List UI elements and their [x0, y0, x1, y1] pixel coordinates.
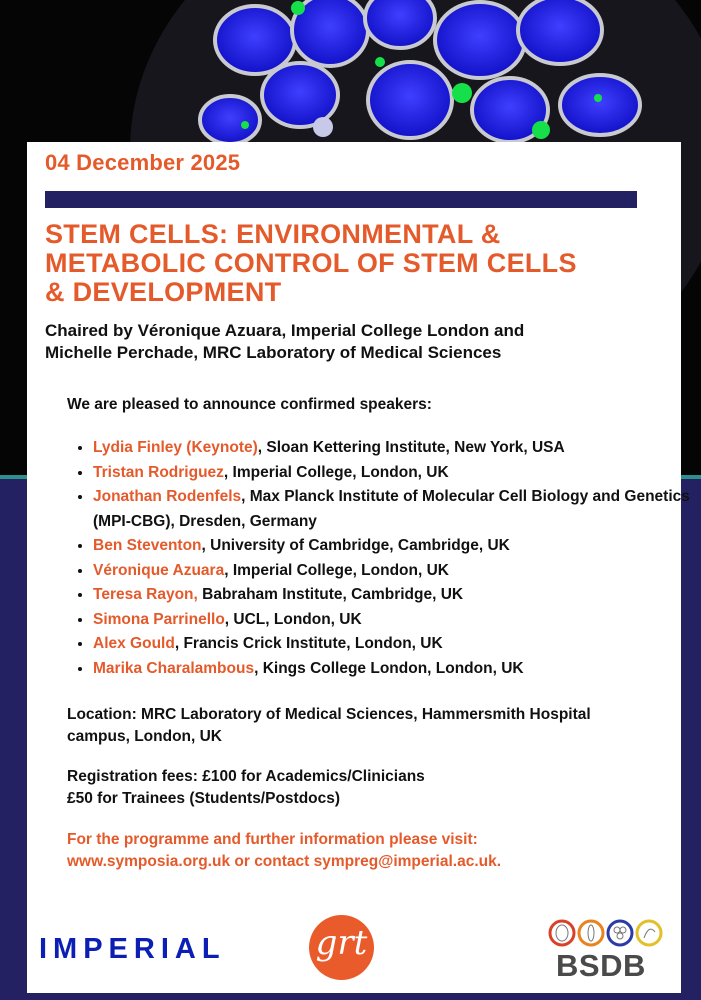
- date-underline-bar: [45, 191, 637, 208]
- speaker-item: [93, 485, 693, 534]
- speaker-affiliation: , Imperial College, London, UK: [224, 561, 449, 579]
- speaker-affiliation: , Max Planck Institute of Molecular Cell Biology and Genetics (MPI-CBG), Dresden, Germany: [93, 488, 690, 530]
- speaker-item: [93, 657, 693, 682]
- chairs-statement: [45, 320, 665, 364]
- speaker-name: Marika Charalambous: [93, 659, 255, 677]
- grt-logo-text: grt: [315, 923, 368, 963]
- location-label: Location: [67, 706, 132, 723]
- contact-line: For the programme and further information please visit:: [67, 831, 478, 848]
- speaker-name: Tristan Rodriguez: [93, 463, 224, 481]
- speaker-item: [93, 583, 693, 608]
- speaker-affiliation: , Sloan Kettering Institute, New York, USA: [257, 439, 565, 456]
- contact-links[interactable]: www.symposia.org.uk or contact sympreg@imperial.ac.uk.: [67, 853, 502, 870]
- registration-fees: [67, 766, 657, 810]
- fees-academic: £100 for Academics/Clinicians: [197, 768, 425, 785]
- speaker-item: [93, 632, 693, 657]
- speaker-affiliation: Babraham Institute, Cambridge, UK: [197, 586, 464, 603]
- contact-info: [67, 829, 667, 873]
- imperial-logo: IMPERIAL: [39, 933, 226, 965]
- speaker-affiliation: , University of Cambridge, Cambridge, UK: [201, 537, 510, 554]
- event-date: 04 December 2025: [45, 150, 241, 175]
- fees-label: Registration fees:: [67, 768, 198, 785]
- speaker-affiliation: , Francis Crick Institute, London, UK: [174, 635, 443, 652]
- bsdb-logo-circles: [547, 918, 665, 948]
- speaker-name: Simona Parrinello: [93, 610, 225, 628]
- speaker-name: Lydia Finley (Keynote): [93, 439, 258, 456]
- speaker-affiliation: , UCL, London, UK: [224, 610, 362, 628]
- speaker-item: [93, 534, 693, 559]
- speaker-name: Jonathan Rodenfels: [93, 488, 242, 505]
- event-title: [45, 220, 655, 307]
- location-text: : MRC Laboratory of Medical Sciences, Hammersmith Hospital campus, London, UK: [67, 706, 591, 745]
- grt-logo: [309, 915, 374, 980]
- speaker-item: [93, 461, 693, 486]
- speaker-list: [71, 436, 693, 681]
- speaker-name: Teresa Rayon,: [93, 586, 198, 603]
- speaker-item: [93, 608, 693, 633]
- speaker-name: Alex Gould: [93, 635, 175, 652]
- title-line: METABOLIC CONTROL OF STEM CELLS: [45, 248, 577, 278]
- speaker-name: Ben Steventon: [93, 537, 202, 554]
- speaker-name: Véronique Azuara: [93, 561, 225, 579]
- fees-line: [67, 766, 657, 788]
- chair-line: Chaired by Véronique Azuara, Imperial College London and: [45, 321, 525, 340]
- event-card: [27, 142, 690, 993]
- speaker-affiliation: , Kings College London, London, UK: [254, 659, 524, 677]
- bsdb-logo: BSDB: [556, 948, 646, 983]
- speakers-intro: We are pleased to announce confirmed speakers:: [67, 396, 432, 413]
- speaker-item: [93, 436, 693, 461]
- speaker-item: [93, 559, 693, 584]
- location-info: [67, 704, 657, 748]
- chair-line: Michelle Perchade, MRC Laboratory of Medical Sciences: [45, 343, 502, 362]
- title-line: & DEVELOPMENT: [45, 277, 282, 307]
- fees-trainee: £50 for Trainees (Students/Postdocs): [67, 790, 341, 807]
- title-line: STEM CELLS: ENVIRONMENTAL &: [45, 219, 501, 249]
- speaker-affiliation: , Imperial College, London, UK: [223, 463, 449, 481]
